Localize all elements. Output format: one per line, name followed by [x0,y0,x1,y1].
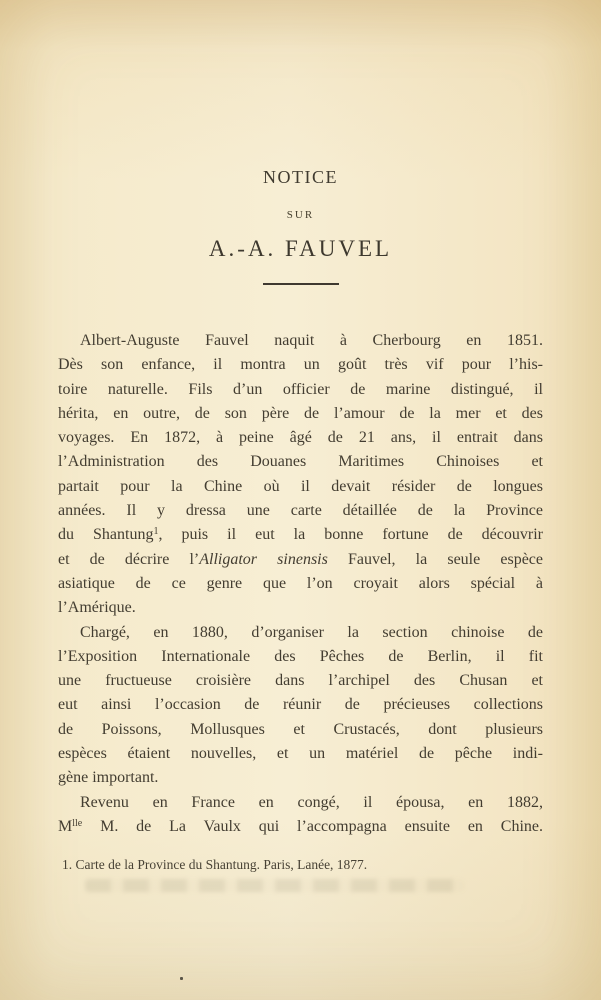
page-subtitle: SUR [286,209,315,221]
text-line: eut ainsi l’occasion de réunir de précieuses collections [58,696,543,714]
text-line: gène important. [58,769,159,787]
page-title: NOTICE [263,167,338,187]
text-line: l’Exposition Internationale des Pêches de Berlin, il fit [58,647,543,665]
text-line: une fructueuse croisière dans l’archipel des Chusan et [58,672,543,690]
text-line: Albert-Auguste Fauvel naquit à Cherbourg en 1851. [80,332,543,349]
text-line: de Poissons, Mollusques et Crustacés, dont plusieurs [58,720,543,738]
text-line: années. Il y dressa une carte détaillée de la Province [58,502,543,520]
text-line: asiatique de ce genre que l’on croyait alors spécial à [58,574,543,592]
text-line: Dès son enfance, il montra un goût très vif pour l’his- [58,356,543,374]
text-line: partait pour la Chine où il devait résider de longues [58,477,543,495]
footnote [62,857,543,873]
ink-speck [180,977,183,980]
text-line: hérita, en outre, de son père de l’amour de la mer et des [58,404,543,422]
text-line: l’Amérique. [58,599,136,617]
text-line: Revenu en France en congé, il épousa, en 1882, [80,793,543,811]
text-line: Chargé, en 1880, d’organiser la section chinoise de [80,623,543,641]
text-line: voyages. En 1872, à peine âgé de 21 ans, il entrait dans [58,429,543,447]
footnote-text: 1. Carte de la Province du Shantung. Paris, Lanée, 1877. [62,857,368,873]
person-name: A.-A. FAUVEL [208,236,393,261]
page-showthrough-smudge [85,879,465,892]
text-line: $M^{lle}$ M. de La Vaulx qui l’accompagna ensuite en Chine. [58,817,543,835]
body-text [58,329,543,839]
text-line: et de décrire l’Alligator sinensis Fauvel, la seule espèce [58,550,543,568]
page-header [0,0,601,285]
text-line: l’Administration des Douanes Maritimes Chinoises et [58,453,543,471]
text-line: espèces étaient nouvelles, et un matériel de pêche indi- [58,745,543,763]
text-line: toire naturelle. Fils d’un officier de marine distingué, il [58,380,543,398]
text-line: du Shantung$^1$, puis il eut la bonne fortune de découvrir [58,526,543,544]
title-rule [263,283,339,285]
